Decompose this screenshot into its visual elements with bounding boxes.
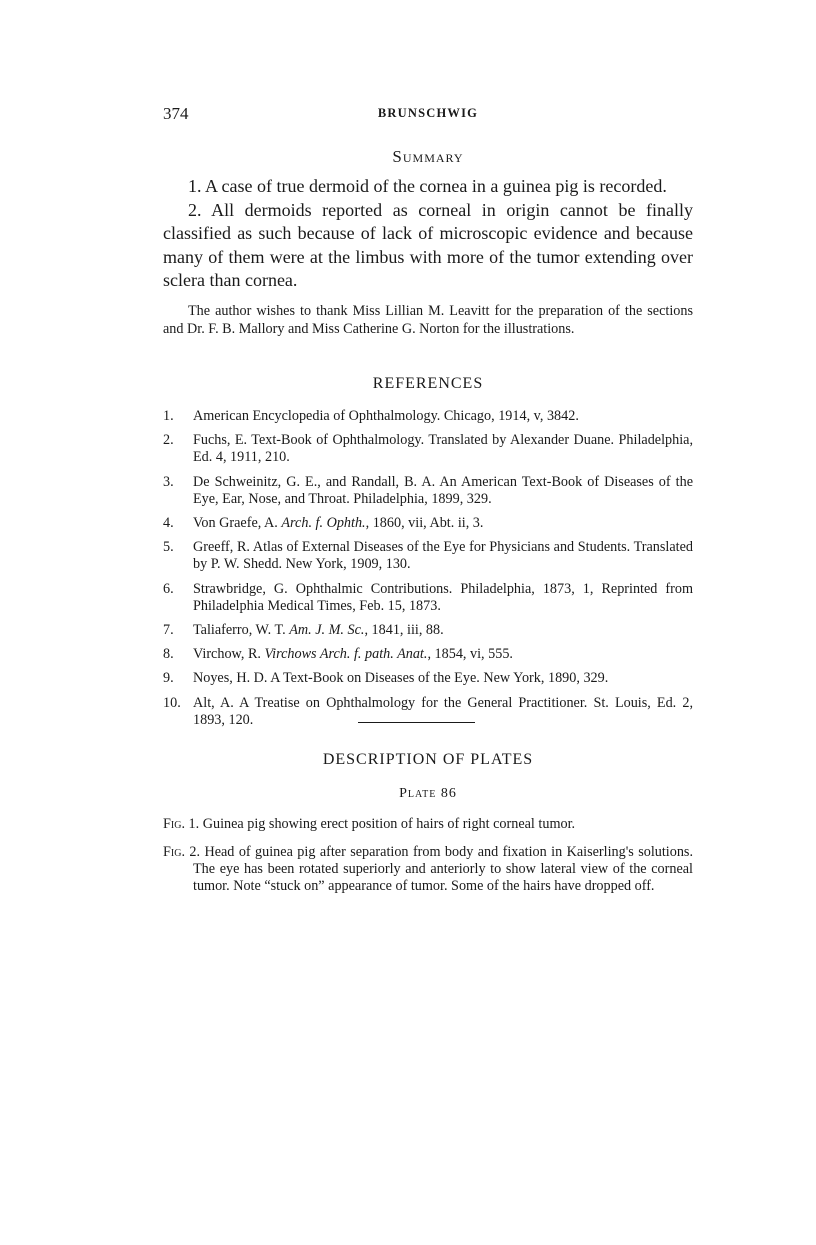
page-number: 374 xyxy=(163,104,189,123)
reference-item: 4. Von Graefe, A. Arch. f. Ophth., 1860, vii, Abt. ii, 3. xyxy=(163,515,484,532)
running-title: BRUNSCHWIG xyxy=(377,106,479,120)
reference-item: 10. Alt, A. A Treatise on Ophthalmology for the General Practitioner. St. Louis, Ed. 2, 1893, 120. xyxy=(163,694,693,728)
section-divider xyxy=(358,722,475,723)
references-list xyxy=(163,408,693,736)
summary-item: 2. All dermoids reported as corneal in origin cannot be finally classified as such because of lack of microscopic evidence and because many of them were at the limbus with more of the tumor extending over sclera than cornea. xyxy=(163,199,693,290)
journal-title: Am. J. M. Sc. xyxy=(289,622,365,639)
plate-number: 86 xyxy=(440,786,457,801)
acknowledgment: The author wishes to thank Miss Lillian M. Leavitt for the preparation of the sections and Dr. F. B. Mallory and Miss Catherine G. Norton for the illustrations. xyxy=(163,303,693,337)
references-heading: REFERENCES xyxy=(372,375,484,392)
reference-item: 6. Strawbridge, G. Ophthalmic Contributions. Philadelphia, 1873, 1, Reprinted from Philadelphia Medical Times, Feb. 15, 1873. xyxy=(163,580,693,614)
reference-item: 8. Virchow, R. Virchows Arch. f. path. Anat., 1854, vi, 555. xyxy=(163,646,513,663)
figure-text: Head of guinea pig after separation from body and fixation in Kaiserling's solutions. The eye has been rotated superiorly and anteriorly to show lateral view of the corneal tumor. Note “stuck on” appearance of tumor. Some of the hairs have dropped off. xyxy=(193,844,693,895)
reference-item: 7. Taliaferro, W. T. Am. J. M. Sc., 1841, iii, 88. xyxy=(163,622,444,639)
figure-caption xyxy=(163,816,693,833)
reference-item: 1. American Encyclopedia of Ophthalmology. Chicago, 1914, v, 3842. xyxy=(163,408,579,424)
reference-item: 3. De Schweinitz, G. E., and Randall, B. A. An American Text-Book of Diseases of the Eye, Ear, Nose, and Throat. Philadelphia, 1899, 329. xyxy=(163,473,693,507)
plates-heading: DESCRIPTION OF PLATES xyxy=(322,751,534,768)
figure-caption xyxy=(163,844,693,896)
summary-body xyxy=(163,175,693,293)
summary-heading: Summary xyxy=(392,147,464,166)
summary-item: 1. A case of true dermoid of the cornea in a guinea pig is recorded. xyxy=(188,176,667,196)
figure-text: Guinea pig showing erect position of hairs of right corneal tumor. xyxy=(202,816,576,832)
figure-label: Fig. 2. xyxy=(163,844,201,860)
plate-word: Plate xyxy=(399,786,437,801)
journal-title: Virchows Arch. f. path. Anat. xyxy=(264,646,428,663)
plate-label xyxy=(163,786,693,802)
reference-item: 2. Fuchs, E. Text-Book of Ophthalmology. Translated by Alexander Duane. Philadelphia, Ed. 4, 1911, 210. xyxy=(163,432,693,466)
journal-title: Arch. f. Ophth. xyxy=(281,515,366,532)
reference-item: 9. Noyes, H. D. A Text-Book on Diseases of the Eye. New York, 1890, 329. xyxy=(163,670,609,687)
reference-item: 5. Greeff, R. Atlas of External Diseases of the Eye for Physicians and Students. Translated by P. W. Shedd. New York, 1909, 130. xyxy=(163,539,693,573)
running-head xyxy=(163,104,693,130)
figure-label: Fig. 1. xyxy=(163,816,200,832)
